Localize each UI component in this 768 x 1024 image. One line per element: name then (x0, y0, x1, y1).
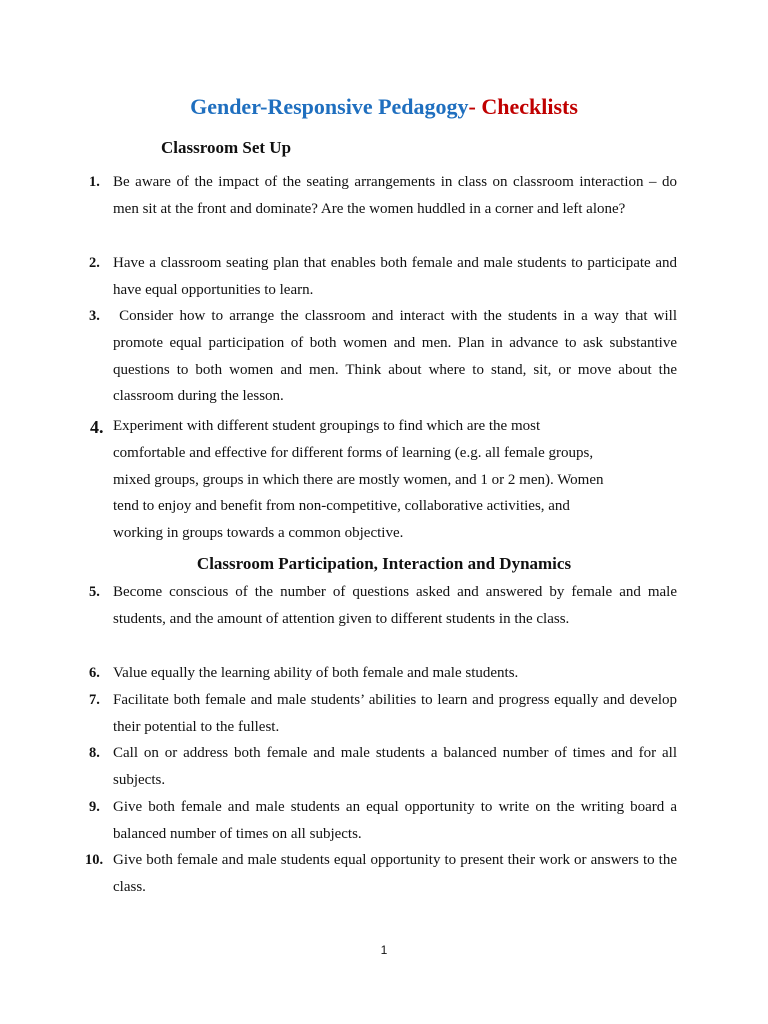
list-number: 3. (89, 308, 100, 324)
list-text: Experiment with different student groupings to find which are the most comfortable and effective for different forms of learning (e.g. all female groups, mixed groups, groups in which there are mostly women, and 1 or 2 men). Women tend to enjoy and benefit from non-competitive, collaborative activities, and working in groups towards a common objective. (113, 418, 604, 542)
list-number: 10. (85, 852, 104, 868)
list-number: 4. (90, 417, 104, 437)
list-number: 6. (89, 665, 100, 681)
page-title (0, 93, 768, 121)
list-number: 8. (89, 745, 100, 761)
list-number: 1. (89, 174, 100, 190)
list-text: Consider how to arrange the classroom and interact with the students in a way that will promote equal participation of both women and men. Plan in advance to ask substantive questions to both women and men. Think about where to stand, sit, or move about the classroom during the lesson. (113, 308, 677, 405)
section-heading-classroom-setup: Classroom Set Up (161, 138, 292, 157)
title-part-2: Checklists (481, 94, 578, 119)
list-number: 7. (89, 692, 100, 708)
list-text: Call on or address both female and male students a balanced number of times and for all subjects. (113, 745, 677, 788)
page-number: 1 (380, 943, 388, 957)
list-number: 2. (89, 255, 100, 271)
title-separator: - (468, 94, 482, 119)
list-text: Give both female and male students equal opportunity to present their work or answers to the class. (113, 852, 677, 895)
list-text: Be aware of the impact of the seating arrangements in class on classroom interaction – do men sit at the front and dominate? Are the women huddled in a corner and left alone? (113, 174, 677, 217)
list-text: Value equally the learning ability of both female and male students. (113, 665, 519, 681)
list-number: 9. (89, 799, 100, 815)
list-text: Facilitate both female and male students’ abilities to learn and progress equally and develop their potential to the fullest. (113, 692, 677, 735)
title-part-1: Gender-Responsive Pedagogy (190, 94, 469, 119)
section-heading-participation: Classroom Participation, Interaction and Dynamics (196, 554, 572, 573)
list-number: 5. (89, 584, 100, 600)
list-text: Have a classroom seating plan that enables both female and male students to participate and have equal opportunities to learn. (113, 255, 677, 298)
list-text: Give both female and male students an equal opportunity to write on the writing board a balanced number of times on all subjects. (113, 799, 677, 842)
list-text: Become conscious of the number of questions asked and answered by female and male students, and the amount of attention given to different students in the class. (113, 584, 677, 627)
